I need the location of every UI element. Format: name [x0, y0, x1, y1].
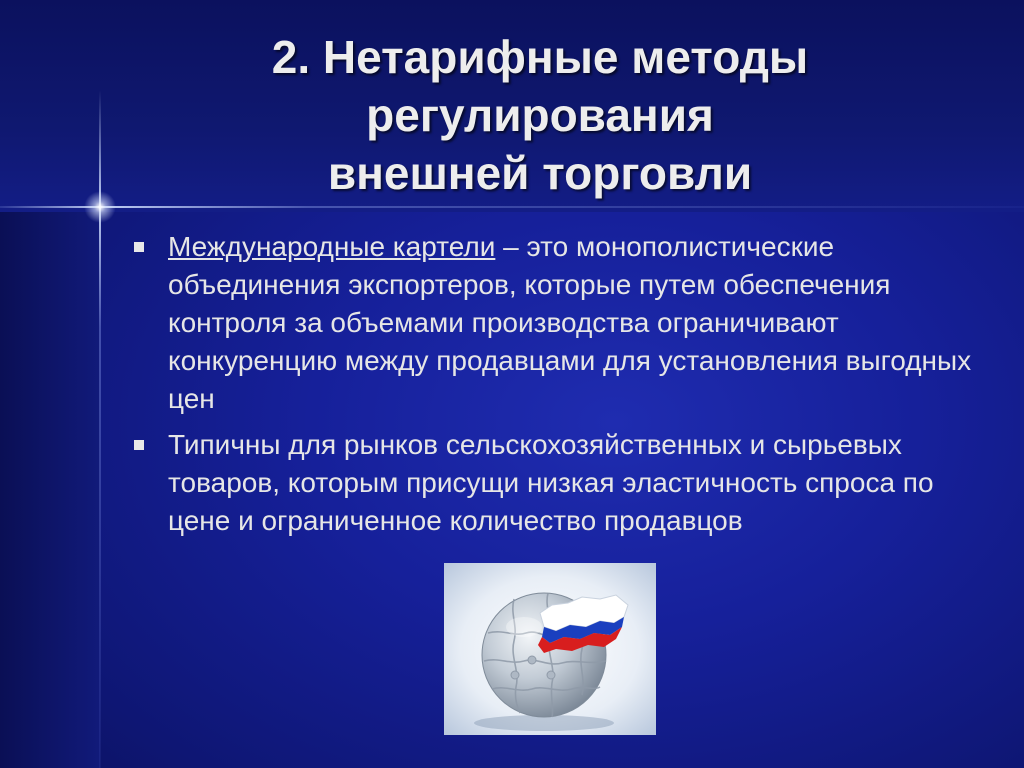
bullet-list [130, 228, 1000, 548]
bullet-item [130, 426, 1000, 540]
bullet-item [130, 228, 1000, 418]
title-line-3: внешней торговли [327, 147, 753, 199]
bullet-text: – это монополистические объединения экспортеров, которые путем обеспечения контроля за объемами производства ограничивают конкуренцию между продавцами для установления выгодных цен [168, 231, 972, 414]
square-bullet-icon [134, 440, 144, 450]
slide-title [90, 28, 990, 202]
bullet-text: Типичны для рынков сельскохозяйственных и сырьевых товаров, которым присущи низкая эластичность спроса по цене и ограниченное количество продавцов [168, 429, 934, 536]
title-line-1: 2. Нетарифные методы [271, 31, 809, 83]
puzzle-globe-russia-flag-icon [444, 563, 656, 735]
globe-image [444, 563, 656, 735]
decor-horizontal-line [0, 206, 1024, 208]
square-bullet-icon [134, 242, 144, 252]
bullet-term: Международные картели [168, 231, 496, 262]
title-line-2: регулирования [366, 89, 714, 141]
left-strip [0, 212, 100, 768]
